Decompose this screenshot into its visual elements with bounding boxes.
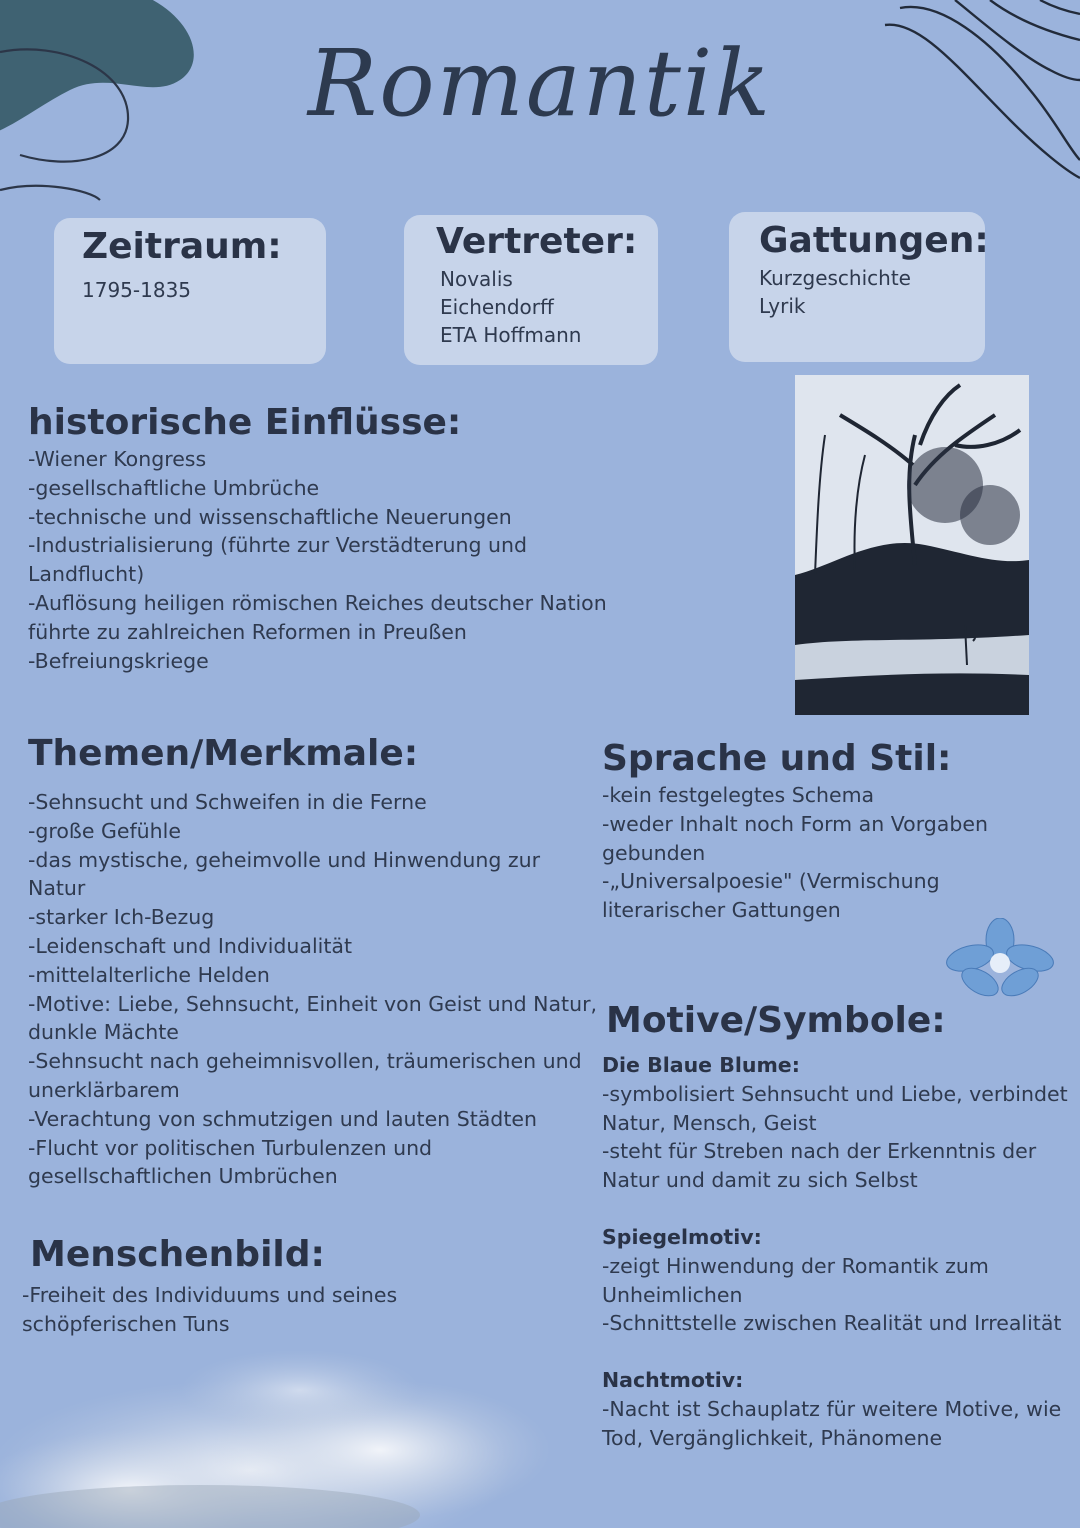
list-item: Tod, Vergänglichkeit, Phänomene bbox=[602, 1425, 943, 1450]
section-themen bbox=[28, 733, 598, 1191]
cloud-image bbox=[0, 1330, 620, 1528]
list-item: -große Gefühle bbox=[28, 818, 181, 843]
section-heading: historische Einflüsse: bbox=[28, 402, 462, 443]
list-item: Natur, Mensch, Geist bbox=[602, 1110, 817, 1135]
list-item: führte zu zahlreichen Reformen in Preußen bbox=[28, 619, 467, 644]
list-item: -kein festgelegtes Schema bbox=[602, 783, 875, 807]
blue-flower-image bbox=[945, 918, 1055, 1004]
list-item: -Flucht vor politischen Turbulenzen und bbox=[28, 1135, 433, 1160]
list-item: Natur und damit zu sich Selbst bbox=[602, 1168, 918, 1193]
list-item: -Motive: Liebe, Sehnsucht, Einheit von Geist und Natur, bbox=[28, 991, 598, 1016]
list-item: -technische und wissenschaftliche Neuerungen bbox=[28, 504, 512, 529]
list-item: -Wiener Kongress bbox=[28, 447, 207, 471]
list-item: -Leidenschaft und Individualität bbox=[28, 933, 352, 958]
list-item: -Sehnsucht nach geheimnisvollen, träumerischen und bbox=[28, 1049, 582, 1074]
card-line: Eichendorff bbox=[440, 295, 554, 319]
card-vertreter bbox=[404, 215, 658, 365]
list-item: -mittelalterliche Helden bbox=[28, 962, 270, 987]
card-line: Kurzgeschichte bbox=[759, 266, 911, 290]
card-line: Lyrik bbox=[759, 294, 806, 318]
card-line: Novalis bbox=[440, 267, 513, 291]
list-item: -das mystische, geheimvolle und Hinwendung zur Natur bbox=[28, 847, 541, 901]
list-item: -steht für Streben nach der Erkenntnis der bbox=[602, 1139, 1037, 1164]
landscape-engraving-image bbox=[795, 375, 1029, 715]
list-item: -Nacht ist Schauplatz für weitere Motive, wie bbox=[602, 1396, 1062, 1421]
card-gattungen bbox=[729, 212, 989, 362]
card-line: 1795-1835 bbox=[82, 278, 192, 302]
list-item: unerklärbarem bbox=[28, 1077, 180, 1102]
list-item: -Industrialisierung (führte zur Verstädterung und bbox=[28, 533, 528, 558]
motif-title: Spiegelmotiv: bbox=[602, 1224, 762, 1249]
section-motive bbox=[602, 1000, 1072, 1453]
card-zeitraum bbox=[54, 218, 326, 364]
motif-title: Nachtmotiv: bbox=[602, 1368, 744, 1393]
list-item: -weder Inhalt noch Form an Vorgaben bbox=[602, 811, 988, 836]
card-heading: Gattungen: bbox=[759, 220, 989, 261]
list-item: gebunden bbox=[602, 840, 706, 865]
list-item: Unheimlichen bbox=[602, 1282, 743, 1307]
page-title: Romantik bbox=[307, 30, 773, 137]
card-heading: Vertreter: bbox=[436, 221, 638, 262]
section-sprache bbox=[602, 738, 1062, 925]
list-item: -symbolisiert Sehnsucht und Liebe, verbindet bbox=[602, 1081, 1068, 1106]
list-item: gesellschaftlichen Umbrüchen bbox=[28, 1164, 338, 1189]
card-heading: Zeitraum: bbox=[82, 226, 282, 267]
section-heading: Themen/Merkmale: bbox=[28, 733, 419, 774]
list-item: -gesellschaftliche Umbrüche bbox=[28, 475, 320, 500]
list-item: -Schnittstelle zwischen Realität und Irrealität bbox=[602, 1311, 1062, 1336]
list-item: schöpferischen Tuns bbox=[22, 1311, 230, 1336]
section-heading: Sprache und Stil: bbox=[602, 738, 952, 779]
list-item: -„Universalpoesie" (Vermischung bbox=[602, 869, 940, 894]
list-item: -Sehnsucht und Schweifen in die Ferne bbox=[28, 790, 427, 814]
list-item: -Verachtung von schmutzigen und lauten Städten bbox=[28, 1106, 537, 1131]
list-item: -zeigt Hinwendung der Romantik zum bbox=[602, 1253, 989, 1278]
list-item: dunkle Mächte bbox=[28, 1020, 179, 1045]
motif-title: Die Blaue Blume: bbox=[602, 1053, 800, 1077]
list-item: literarischer Gattungen bbox=[602, 898, 841, 923]
card-line: ETA Hoffmann bbox=[440, 323, 582, 347]
list-item: -Auflösung heiligen römischen Reiches deutscher Nation bbox=[28, 590, 607, 615]
section-historisch bbox=[28, 402, 608, 675]
list-item: Landflucht) bbox=[28, 562, 145, 587]
section-heading: Motive/Symbole: bbox=[606, 1000, 946, 1041]
section-heading: Menschenbild: bbox=[30, 1234, 325, 1275]
list-item: -Freiheit des Individuums und seines bbox=[22, 1283, 398, 1307]
list-item: -starker Ich-Bezug bbox=[28, 905, 215, 930]
section-menschenbild bbox=[22, 1234, 582, 1339]
list-item: -Befreiungskriege bbox=[28, 648, 209, 673]
